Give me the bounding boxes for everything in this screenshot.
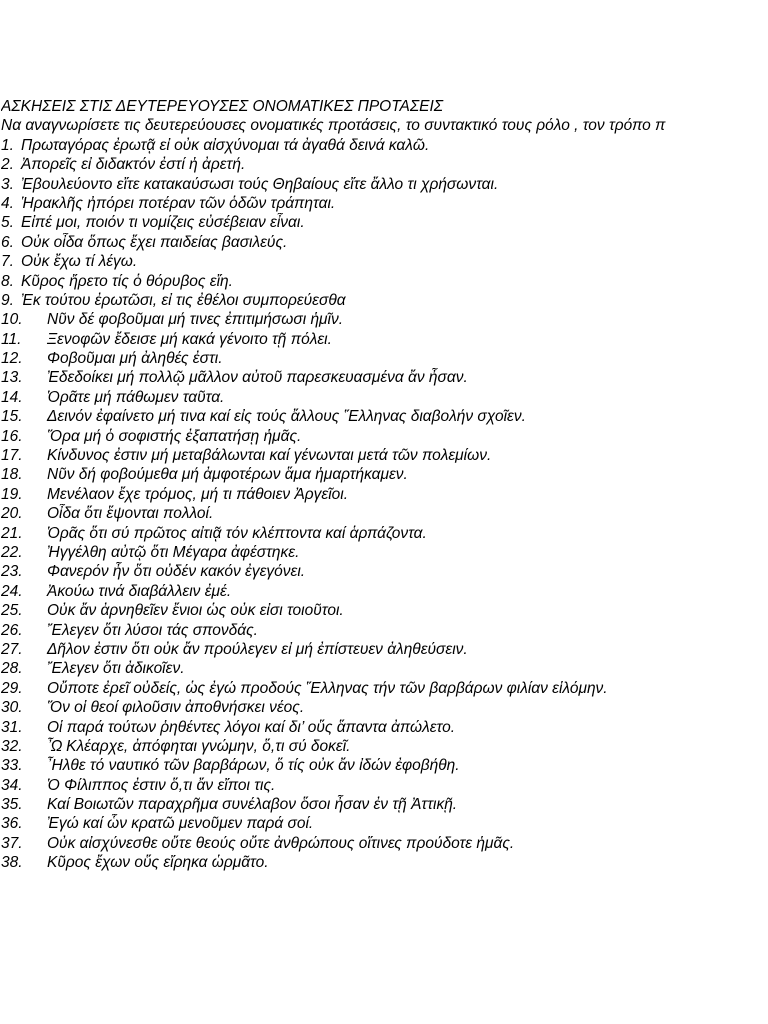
exercise-number: 38. [1, 854, 23, 872]
exercise-number: 25. [1, 602, 23, 620]
exercise-sentence: Δεινόν ἐφαίνετο μή τινα καί εἰς τούς ἄλλους Ἕλληνας διαβολήν σχοῖεν. [47, 408, 526, 426]
exercise-number: 19. [1, 485, 23, 503]
exercise-sentence: Ἠγγέλθη αὐτῷ ὅτι Μέγαρα ἀφέστηκε. [47, 543, 300, 561]
exercise-item [1, 814, 768, 833]
exercise-sentence: Ἡρακλῆς ἠπόρει ποτέραν τῶν ὁδῶν τράπηται. [21, 194, 336, 212]
exercise-item [1, 834, 768, 853]
document-title: ΑΣΚΗΣΕΙΣ ΣΤΙΣ ΔΕΥΤΕΡΕΥΟΥΣΕΣ ΟΝΟΜΑΤΙΚΕΣ ΠΡΟΤΑΣΕΙΣ [1, 98, 444, 115]
exercise-item [1, 233, 768, 252]
exercise-number: 10. [1, 311, 23, 329]
exercise-item [1, 427, 768, 446]
exercise-number: 35. [1, 796, 23, 814]
exercise-sentence: Οὐκ οἶδα ὅπως ἔχει παιδείας βασιλεύς. [21, 233, 288, 251]
exercise-number: 21. [1, 524, 23, 542]
exercise-number: 7. [1, 253, 14, 271]
exercise-number: 1. [1, 136, 14, 154]
exercise-item [1, 795, 768, 814]
exercise-number: 8. [1, 272, 14, 290]
exercise-number: 9. [1, 291, 14, 309]
exercise-number: 2. [1, 156, 14, 174]
exercise-sentence: Οὐκ ἔχω τί λέγω. [21, 253, 138, 271]
exercise-sentence: Μενέλαον ἔχε τρόμος, μή τι πάθοιεν Ἀργεῖοι. [47, 485, 349, 503]
exercise-sentence: Ἔλεγεν ὅτι ἀδικοῖεν. [47, 660, 185, 678]
exercise-sentence: Ὦ Κλέαρχε, ἀπόφηται γνώμην, ὅ,τι σύ δοκεῖ. [47, 737, 351, 755]
exercise-number: 23. [1, 563, 23, 581]
exercise-sentence: Φανερόν ἦν ὅτι οὐδέν κακόν ἐγεγόνει. [47, 563, 306, 581]
exercise-sentence: Οὐκ αἰσχύνεσθε οὔτε θεούς οὔτε ἀνθρώπους οἵτινες προύδοτε ἡμᾶς. [47, 834, 515, 852]
exercise-sentence: Κῦρος ἔχων οὕς εἴρηκα ὡρμᾶτο. [47, 854, 269, 872]
exercise-number: 24. [1, 582, 23, 600]
exercise-sentence: Οὐκ ἄν ἀρνηθεῖεν ἔνιοι ὡς οὐκ εἰσι τοιοῦτοι. [47, 602, 344, 620]
exercise-number: 4. [1, 194, 14, 212]
exercise-list [1, 136, 768, 873]
exercise-item [1, 465, 768, 484]
exercise-item [1, 524, 768, 543]
exercise-item [1, 582, 768, 601]
exercise-sentence: Ὁ Φίλιππος ἐστιν ὅ,τι ἄν εἴποι τις. [47, 776, 276, 794]
exercise-item [1, 388, 768, 407]
exercise-number: 36. [1, 815, 23, 833]
exercise-item [1, 194, 768, 213]
exercise-item [1, 698, 768, 717]
exercise-item [1, 136, 768, 155]
exercise-sentence: Δῆλον ἐστιν ὅτι οὐκ ἄν προύλεγεν εἰ μή ἐπίστευεν ἀληθεύσειν. [47, 640, 468, 658]
exercise-item [1, 213, 768, 232]
exercise-item [1, 659, 768, 678]
exercise-sentence: Ἦλθε τό ναυτικό τῶν βαρβάρων, ὅ τίς οὐκ ἄν ἰδών ἐφοβήθη. [47, 757, 460, 775]
exercise-sentence: Εἰπέ μοι, ποιόν τι νομίζεις εὐσέβειαν εἶναι. [21, 214, 305, 232]
exercise-number: 20. [1, 505, 23, 523]
exercise-item [1, 175, 768, 194]
exercise-number: 6. [1, 233, 14, 251]
exercise-number: 3. [1, 175, 14, 193]
exercise-number: 22. [1, 543, 23, 561]
exercise-number: 16. [1, 427, 23, 445]
exercise-sentence: Ἀκούω τινά διαβάλλειν ἐμέ. [47, 582, 232, 600]
exercise-item [1, 272, 768, 291]
exercise-sentence: Ἐκ τούτου ἐρωτῶσι, εἰ τις ἐθέλοι συμπορεύεσθα [21, 291, 346, 309]
exercise-item [1, 155, 768, 174]
exercise-item [1, 368, 768, 387]
exercise-number: 18. [1, 466, 23, 484]
exercise-item [1, 679, 768, 698]
exercise-number: 14. [1, 388, 23, 406]
exercise-number: 12. [1, 350, 23, 368]
document-instruction: Να αναγνωρίσετε τις δευτερεύουσες ονοματικές προτάσεις, το συντακτικό τους ρόλο , τον τρόπο π [1, 117, 666, 135]
exercise-number: 13. [1, 369, 23, 387]
exercise-item [1, 349, 768, 368]
exercise-number: 29. [1, 679, 23, 697]
exercise-sentence: Νῦν δέ φοβοῦμαι μή τινες ἐπιτιμήσωσι ἡμῖν. [47, 311, 344, 329]
exercise-sentence: Ὅν οἱ θεοί φιλοῦσιν ἀποθνήσκει νέος. [47, 699, 305, 717]
exercise-number: 28. [1, 660, 23, 678]
exercise-item [1, 776, 768, 795]
exercise-sentence: Κῦρος ἤρετο τίς ὁ θόρυβος εἴη. [21, 272, 233, 290]
exercise-item [1, 407, 768, 426]
exercise-sentence: Ἐβουλεύοντο εἴτε κατακαύσωσι τούς Θηβαίους εἴτε ἄλλο τι χρήσωνται. [21, 175, 499, 193]
exercise-item [1, 291, 768, 310]
exercise-sentence: Καί Βοιωτῶν παραχρῆμα συνέλαβον ὅσοι ἦσαν ἐν τῇ Ἀττικῇ. [47, 796, 458, 814]
exercise-sentence: Ἔλεγεν ὅτι λύσοι τάς σπονδάς. [47, 621, 258, 639]
exercise-number: 26. [1, 621, 23, 639]
exercise-item [1, 485, 768, 504]
exercise-sentence: Πρωταγόρας ἐρωτᾷ εἰ οὐκ αἰσχύνομαι τά ἀγαθά δεινά καλῶ. [21, 136, 430, 154]
exercise-number: 30. [1, 699, 23, 717]
exercise-item [1, 504, 768, 523]
exercise-item [1, 601, 768, 620]
exercise-sentence: Οὔποτε ἐρεῖ οὐδείς, ὡς ἐγώ προδούς Ἕλληνας τήν τῶν βαρβάρων φιλίαν εἱλόμην. [47, 679, 608, 697]
exercise-item [1, 718, 768, 737]
exercise-number: 15. [1, 408, 23, 426]
exercise-sentence: Ξενοφῶν ἔδεισε μή κακά γένοιτο τῇ πόλει. [47, 330, 332, 348]
exercise-item [1, 543, 768, 562]
exercise-number: 17. [1, 447, 23, 465]
exercise-number: 34. [1, 776, 23, 794]
exercise-item [1, 756, 768, 775]
exercise-number: 32. [1, 737, 23, 755]
exercise-number: 37. [1, 834, 23, 852]
exercise-item [1, 446, 768, 465]
exercise-sentence: Κίνδυνος ἐστιν μή μεταβάλωνται καί γένωνται μετά τῶν πολεμίων. [47, 447, 492, 465]
exercise-document [1, 97, 768, 873]
exercise-item [1, 562, 768, 581]
exercise-number: 31. [1, 718, 23, 736]
exercise-sentence: Φοβοῦμαι μή ἀληθές ἐστι. [47, 350, 223, 368]
exercise-number: 27. [1, 640, 23, 658]
exercise-sentence: Νῦν δή φοβούμεθα μή ἀμφοτέρων ἅμα ἡμαρτήκαμεν. [47, 466, 408, 484]
exercise-item [1, 853, 768, 872]
exercise-number: 5. [1, 214, 14, 232]
exercise-number: 33. [1, 757, 23, 775]
exercise-item [1, 310, 768, 329]
exercise-item [1, 737, 768, 756]
exercise-sentence: Ἐδεδοίκει μή πολλῷ μᾶλλον αὐτοῦ παρεσκευασμένα ἄν ἦσαν. [47, 369, 468, 387]
exercise-number: 11. [1, 330, 22, 348]
exercise-item [1, 621, 768, 640]
exercise-item [1, 330, 768, 349]
exercise-item [1, 252, 768, 271]
exercise-sentence: Οἱ παρά τούτων ῥηθέντες λόγοι καί δι’ οὕς ἅπαντα ἀπώλετο. [47, 718, 456, 736]
exercise-sentence: Οἶδα ὅτι ἕψονται πολλοί. [47, 505, 214, 523]
exercise-sentence: Ὁρᾶς ὅτι σύ πρῶτος αἰτιᾷ τόν κλέπτοντα καί ἁρπάζοντα. [47, 524, 427, 542]
exercise-sentence: Ἐγώ καί ὧν κρατῶ μενοῦμεν παρά σοί. [47, 815, 314, 833]
exercise-sentence: Ἀπορεῖς εἰ διδακτόν ἐστί ἡ ἀρετή. [21, 156, 246, 174]
exercise-sentence: Ὁρᾶτε μή πάθωμεν ταῦτα. [47, 388, 225, 406]
exercise-sentence: Ὅρα μή ὁ σοφιστής ἐξαπατήσῃ ἡμᾶς. [47, 427, 302, 445]
exercise-item [1, 640, 768, 659]
